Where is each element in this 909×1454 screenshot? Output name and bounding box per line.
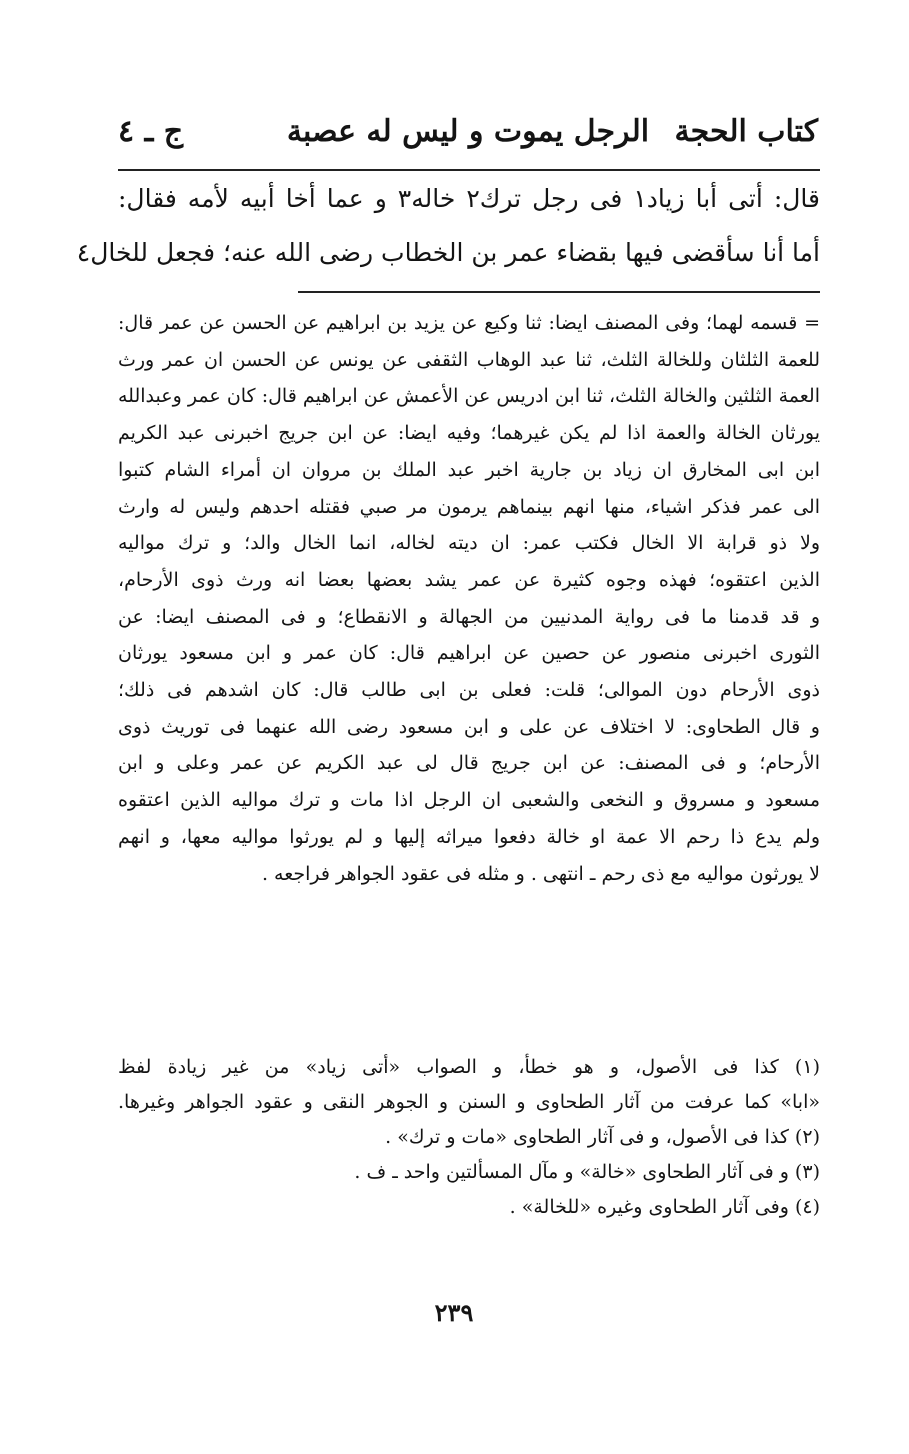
commentary-line: العمة الثلثين والخالة الثلث، ثنا ابن ادريس عن الأعمش عن ابراهيم قال: كان عمر وعبدالله xyxy=(118,385,820,408)
page-number: ٢٣٩ xyxy=(434,1298,474,1327)
commentary-line: ابن ابى المخارق ان زياد بن جارية اخبر عبد الملك بن مروان ان أمراء الشام كتبوا xyxy=(118,458,820,481)
commentary-separator xyxy=(298,291,820,293)
footnote-line: (٢) كذا فى الأصول، و فى آثار الطحاوى «مات و ترك» . xyxy=(385,1126,820,1148)
footnote-line: (٤) وفى آثار الطحاوى وغيره «للخالة» . xyxy=(509,1196,820,1218)
commentary-line: ولم يدع ذا رحم الا عمة او خالة دفعوا ميراثه إليها و لم يورثوا مواليه معها، و انهم xyxy=(118,825,820,848)
commentary-block xyxy=(118,305,820,892)
commentary-line: لا يورثون مواليه مع ذى رحم ـ انتهى . و مثله فى عقود الجواهر فراجعه . xyxy=(261,862,820,885)
commentary-line: ذوى الأرحام دون الموالى؛ قلت: فعلى بن ابى طالب قال: كان اشدهم فى ذلك؛ xyxy=(118,679,820,702)
commentary-line: و قد قدمنا ما فى رواية المدنيين من الجهالة و الانقطاع؛ و فى المصنف ايضا: عن xyxy=(118,605,820,628)
chapter-title: الرجل يموت و ليس له عصبة xyxy=(286,114,650,149)
commentary-line: ولا ذو قرابة الا الخال فكتب عمر: ان ديته لخاله، انما الخال والد؛ و ترك مواليه xyxy=(118,532,820,555)
main-text-line: قال: أتى أبا زياد١ فى رجل ترك٢ خاله٣ و عما أخا أبيه لأمه فقال: xyxy=(118,184,820,213)
commentary-line: مسعود و مسروق و النخعى والشعبى ان الرجل اذا مات و ترك مواليه الذين اعتقوه xyxy=(118,789,820,812)
commentary-line: و قال الطحاوى: لا اختلاف عن على و ابن مسعود رضى الله عنهما فى توريث ذوى xyxy=(118,715,820,738)
main-text xyxy=(76,172,820,280)
commentary-line: الثورى اخبرنى منصور عن حصين عن ابراهيم قال: كان عمر و ابن مسعود يورثان xyxy=(118,642,820,665)
footnote-line: (١) كذا فى الأصول، و هو خطأ، و الصواب «أتى زياد» من غير زيادة لفظ xyxy=(118,1056,820,1078)
volume-number: ج ـ ٤ xyxy=(118,114,184,149)
commentary-line: الى عمر فذكر اشياء، منها انهم بينماهم يرمون مر صبي فقتله احدهم وليس له وارث xyxy=(118,495,820,518)
header-rule xyxy=(118,169,820,171)
commentary-line: يورثان الخالة والعمة اذا لم يكن غيرهما؛ وفيه ايضا: عن ابن جريج اخبرنى عبد الكريم xyxy=(118,422,820,445)
commentary-line: = قسمه لهما؛ وفى المصنف ايضا: ثنا وكيع عن يزيد بن ابراهيم عن الحسن عن عمر قال: xyxy=(118,312,820,334)
footnote-line: «ابا» كما عرفت من آثار الطحاوى و السنن و الجوهر النقى و عقود الجواهر وغيرها. xyxy=(118,1091,820,1113)
running-header xyxy=(118,108,818,164)
commentary-line: للعمة الثلثان وللخالة الثلث، ثنا عبد الوهاب الثقفى عن يونس عن الحسن ان عمر ورث xyxy=(118,348,820,371)
footnote-line: (٣) و فى آثار الطحاوى «خالة» و مآل المسألتين واحد ـ ف . xyxy=(354,1161,820,1183)
commentary-line: الأرحام؛ و فى المصنف: عن ابن جريج قال لى عبد الكريم عن عمر وعلى و ابن xyxy=(118,752,820,775)
commentary-line: الذين اعتقوه؛ فهذه وجوه كثيرة عن عمر يشد بعضها بعضا انه ورث ذوى الأرحام، xyxy=(118,568,820,591)
footnotes-block xyxy=(118,1050,820,1225)
main-text-line: أما أنا سأقضى فيها بقضاء عمر بن الخطاب رضى الله عنه؛ فجعل للخال٤ xyxy=(76,238,820,267)
book-title: كتاب الحجة xyxy=(674,114,818,149)
